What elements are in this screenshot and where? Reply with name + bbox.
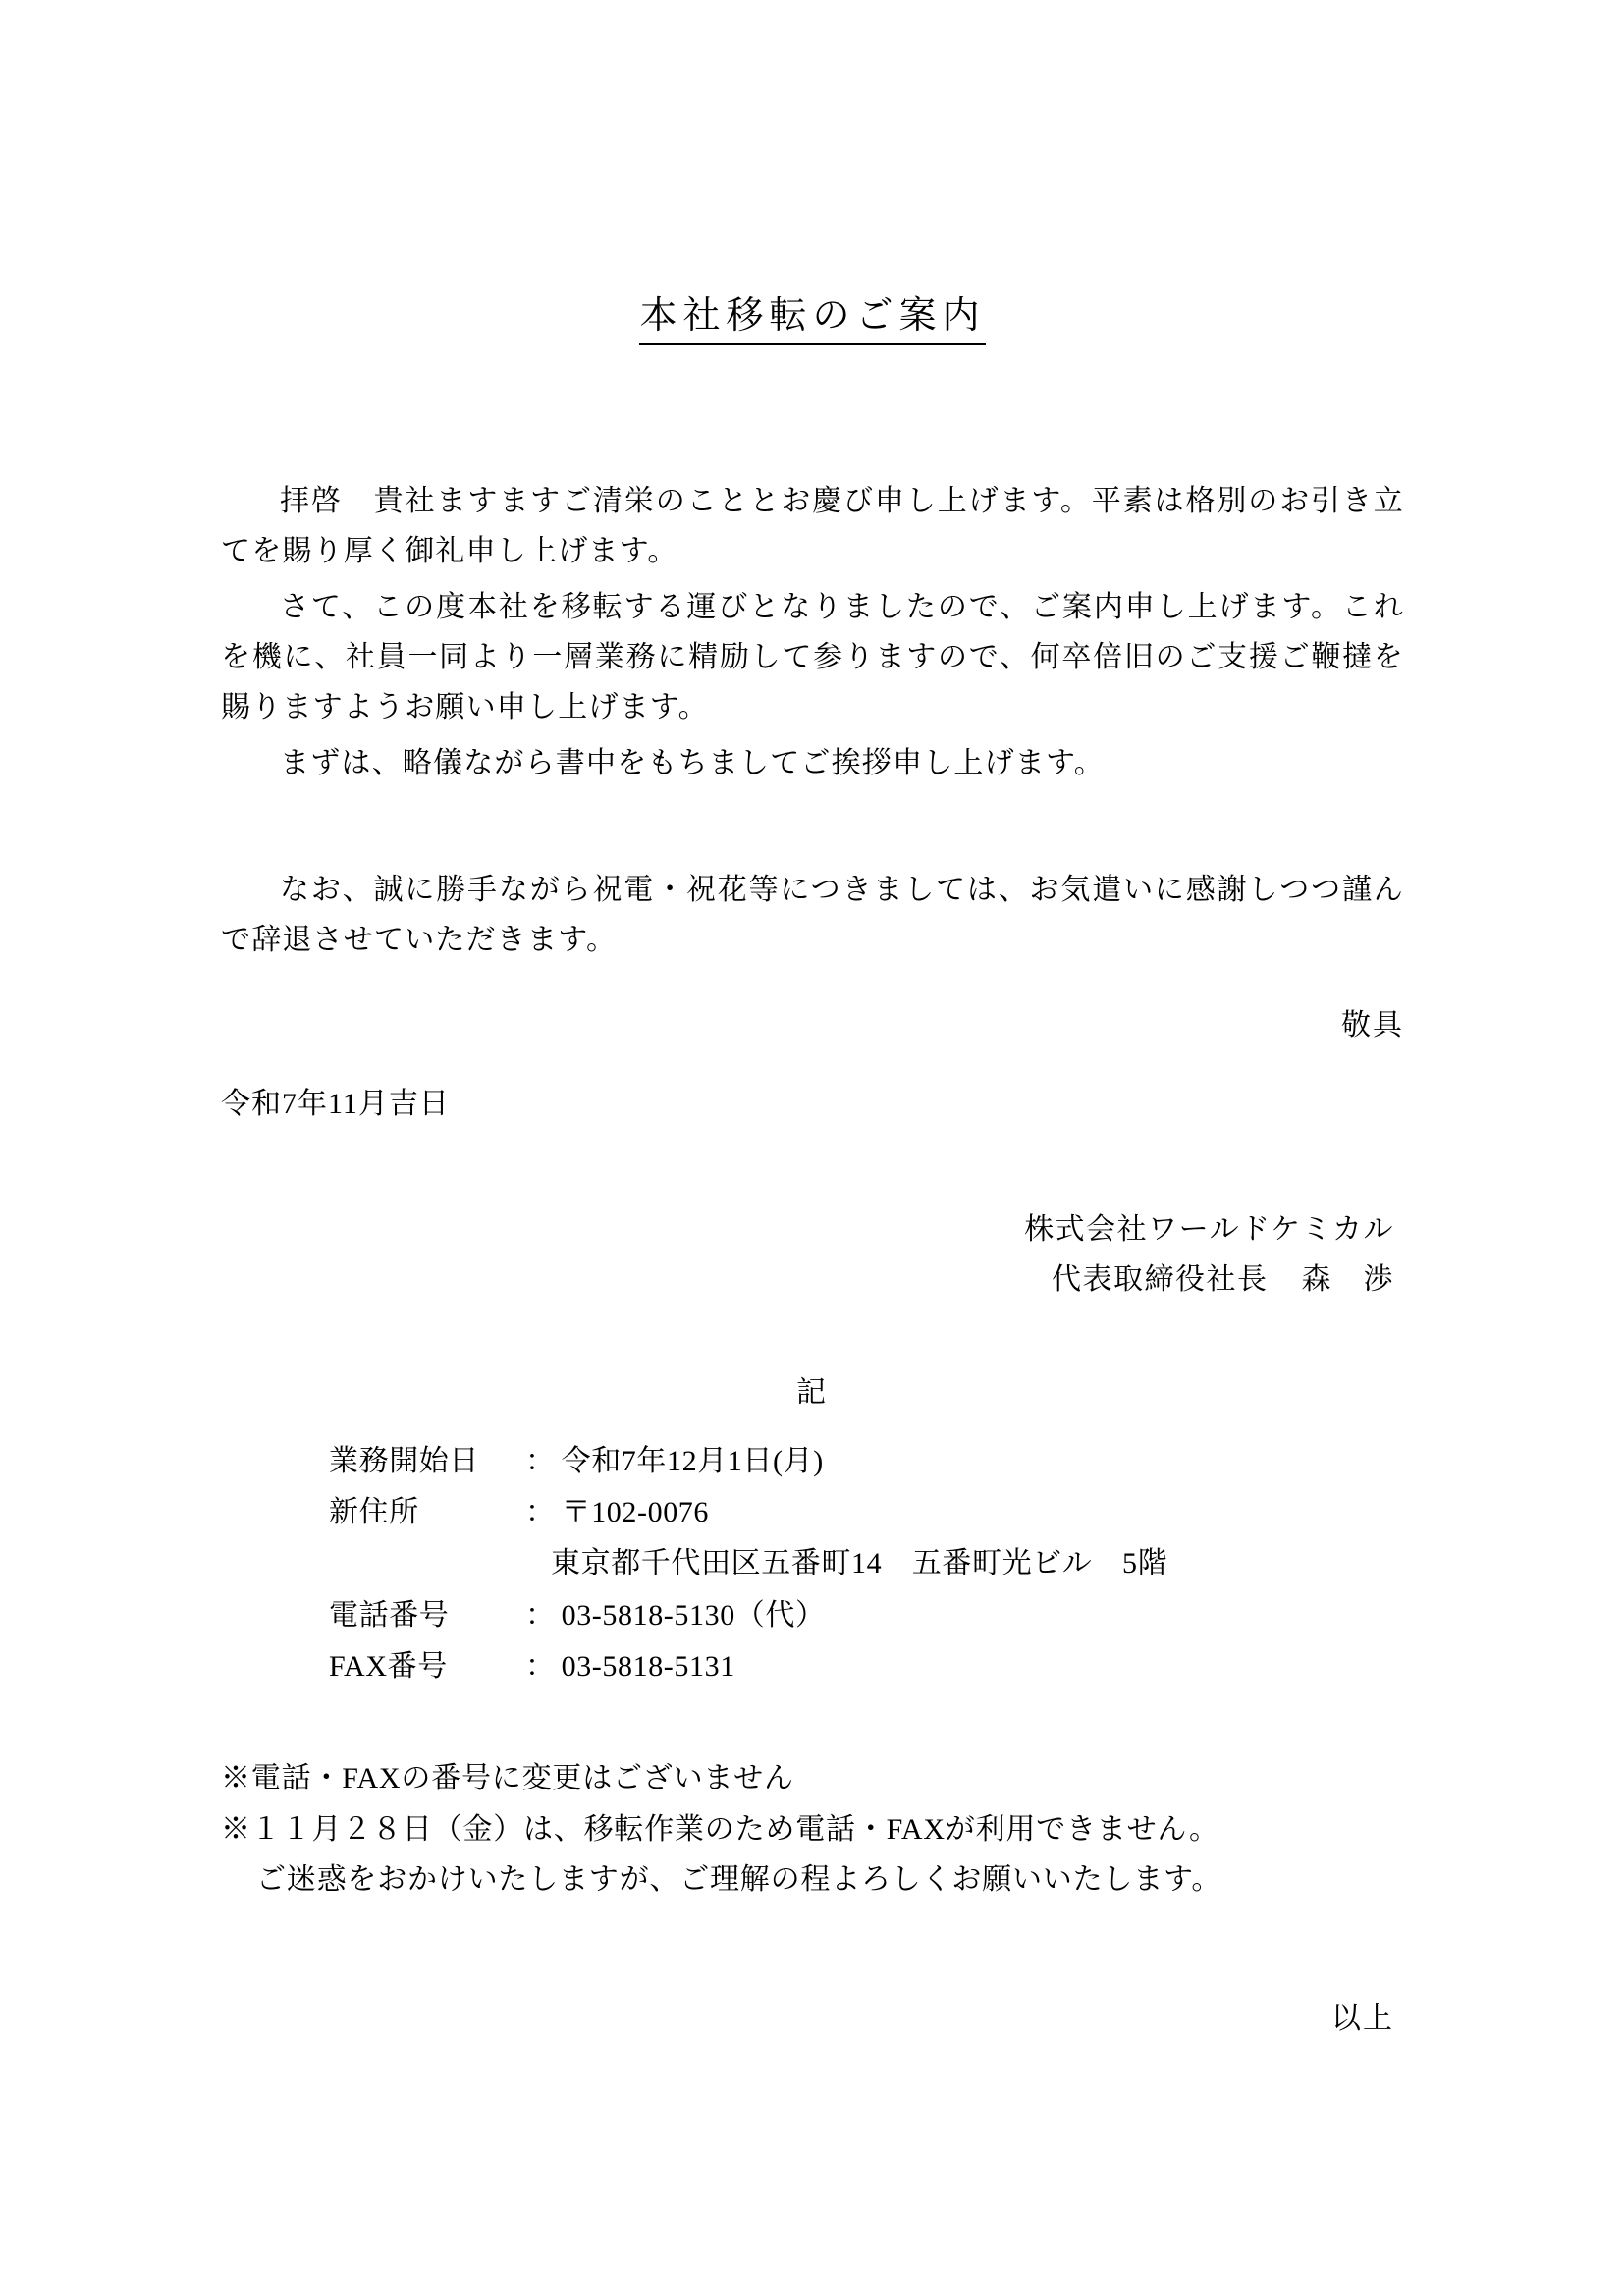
note-service-outage: ※１１月２８日（金）は、移転作業のため電話・FAXが利用できません。 <box>221 1812 1219 1845</box>
paragraph-decline-gifts: なお、誠に勝手ながら祝電・祝花等につきましては、お気遣いに感謝しつつ謹んで辞退させていただきます。 <box>221 874 1404 956</box>
signature-title-name <box>221 1255 1394 1305</box>
page-title-text: 本社移転のご案内 <box>639 295 985 345</box>
detail-value-start-date: 令和7年12月1日(月) <box>561 1445 824 1477</box>
detail-separator: ： <box>525 1445 556 1477</box>
note-apology: ご迷惑をおかけいたしますが、ご理解の程よろしくお願いいたします。 <box>256 1863 1222 1896</box>
paragraph-greeting: 拝啓 貴社ますますご清栄のこととお慶び申し上げます。平素は格別のお引き立てを賜り厚く御礼申し上げます。 <box>221 485 1404 567</box>
details-list <box>221 1436 1404 1692</box>
detail-label-fax: FAX番号 <box>329 1649 448 1682</box>
document-footer: 以上 <box>1331 2002 1394 2035</box>
detail-separator: ： <box>525 1496 556 1529</box>
page-title <box>221 285 1404 339</box>
document-date: 令和7年11月吉日 <box>221 1088 450 1120</box>
detail-value-postal-code: 〒102-0076 <box>561 1496 709 1529</box>
detail-label-start-date: 業務開始日 <box>329 1445 479 1477</box>
signature-company: 株式会社ワールドケミカル <box>1024 1213 1394 1246</box>
detail-separator: ： <box>525 1598 556 1631</box>
ki-heading: 記 <box>796 1376 829 1409</box>
detail-value-phone: 03-5818-5130（代） <box>561 1598 826 1631</box>
detail-row <box>329 1436 1404 1487</box>
detail-label-phone: 電話番号 <box>329 1598 450 1631</box>
signature-name: 森 渉 <box>1301 1263 1394 1296</box>
signature-block <box>221 1204 1404 1305</box>
paragraph-regards: まずは、略儀ながら書中をもちましてご挨拶申し上げます。 <box>280 747 1105 779</box>
detail-row <box>329 1641 1404 1692</box>
detail-row <box>329 1487 1404 1538</box>
notes-block <box>221 1753 1404 1905</box>
closing-salutation: 敬具 <box>1341 1009 1404 1041</box>
document-content <box>221 0 1404 2037</box>
detail-row <box>329 1590 1404 1641</box>
detail-label-address: 新住所 <box>329 1496 419 1529</box>
paragraph-announcement: さて、この度本社を移転する運びとなりましたので、ご案内申し上げます。これを機に、社員一同より一層業務に精励して参りますので、何卒倍旧のご支援ご鞭撻を賜りますようお願い申し上げます。 <box>221 591 1404 723</box>
detail-separator: ： <box>525 1649 556 1682</box>
detail-value-fax: 03-5818-5131 <box>561 1649 735 1682</box>
detail-value-address-line: 東京都千代田区五番町14 五番町光ビル 5階 <box>551 1547 1168 1580</box>
note-phone-unchanged: ※電話・FAXの番号に変更はございません <box>221 1761 794 1794</box>
signature-title: 代表取締役社長 <box>1052 1263 1269 1296</box>
